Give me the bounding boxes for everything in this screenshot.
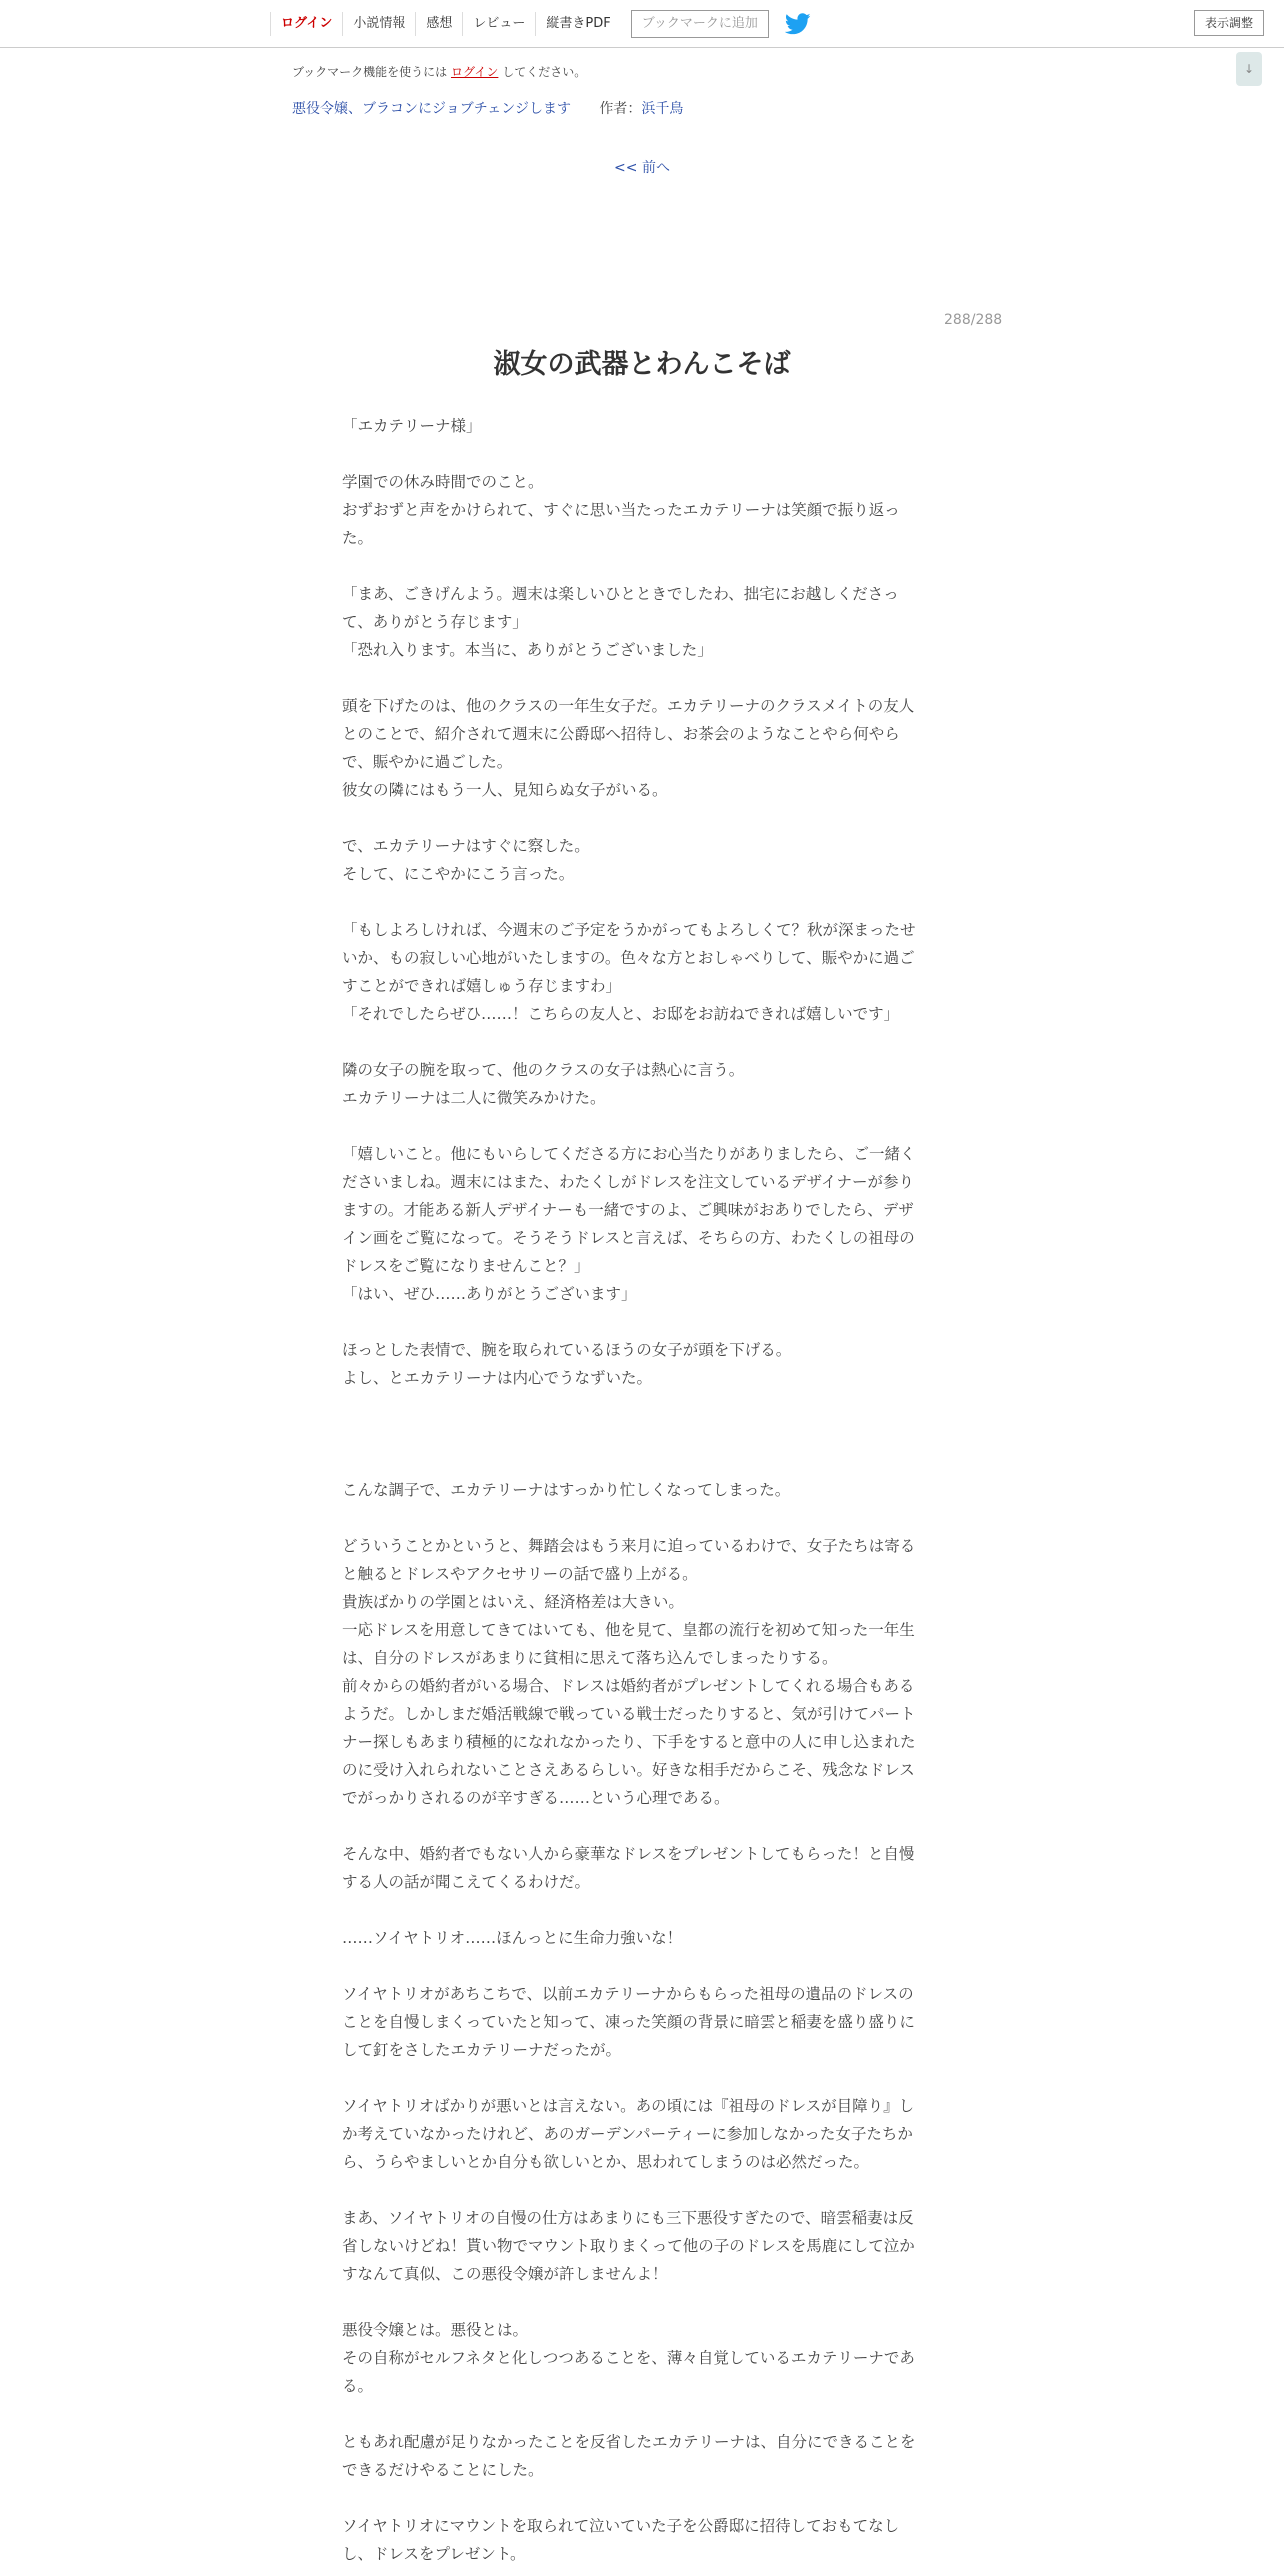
body-line: おずおずと声をかけられて、すぐに思い当たったエカテリーナは笑顔で振り返っ	[342, 501, 900, 519]
bookmark-note-after: してください。	[498, 65, 587, 79]
blank-line	[342, 2288, 942, 2316]
body-line: いか、もの寂しい心地がいたしますの。色々な方とおしゃべりして、賑やかに過ご	[342, 949, 915, 967]
body-line: ださいましね。週末にはまた、わたくしがドレスを注文しているデザイナーが参り	[342, 1173, 914, 1191]
body-line: そして、にこやかにこう言った。	[342, 865, 575, 883]
body-line: と触るとドレスやアクセサリーの話で盛り上がる。	[342, 1565, 698, 1583]
impressions-link[interactable]: 感想	[415, 12, 462, 36]
novel-title-link[interactable]: 悪役令嬢、ブラコンにジョブチェンジします	[292, 101, 571, 117]
body-line: 「はい、ぜひ……ありがとうございます」	[342, 1285, 637, 1303]
blank-line	[342, 1392, 942, 1420]
body-line: 「それでしたらぜひ……！こちらの友人と、お邸をお訪ねできれば嬉しいです」	[342, 1005, 900, 1023]
body-line: 貴族ばかりの学園とはいえ、経済格差は大きい。	[342, 1593, 684, 1611]
novel-header	[292, 98, 683, 118]
login-link[interactable]: ログイン	[270, 12, 342, 36]
body-line: 悪役令嬢とは。悪役とは。	[342, 2321, 529, 2339]
body-line: 前々からの婚約者がいる場合、ドレスは婚約者がプレゼントしてくれる場合もある	[342, 1677, 915, 1695]
author-label: 作者：	[599, 101, 642, 117]
body-line: 「もしよろしければ、今週末のご予定をうかがってもよろしくて？秋が深まったせ	[342, 921, 916, 939]
bookmark-note-before: ブックマーク機能を使うには	[292, 65, 451, 79]
prev-chapter-container	[0, 157, 1284, 177]
body-line: た。	[342, 529, 374, 547]
body-line: すことができれば嬉しゅう存じますわ」	[342, 977, 622, 995]
body-line: その自称がセルフネタと化しつつあることを、薄々自覚しているエカテリーナであ	[342, 2349, 915, 2367]
blank-line	[342, 552, 942, 580]
body-line: 省しないけどね！貰い物でマウント取りまくって他の子のドレスを馬鹿にして泣か	[342, 2237, 915, 2255]
blank-line	[342, 2064, 942, 2092]
chapter-body	[342, 412, 942, 2568]
blank-line	[342, 804, 942, 832]
body-line: ソイヤトリオばかりが悪いとは言えない。あの頃には『祖母のドレスが目障り』し	[342, 2097, 915, 2115]
novel-info-link[interactable]: 小説情報	[342, 12, 415, 36]
body-line: ナー探しもあまり積極的になれなかったり、下手をすると意中の人に申し込まれた	[342, 1733, 916, 1751]
blank-line	[342, 1812, 942, 1840]
body-line: ますの。才能ある新人デザイナーも一緒ですのよ、ご興味がおありでしたら、デザ	[342, 1201, 914, 1219]
body-line: 「エカテリーナ様」	[342, 417, 482, 435]
body-line: で、エカテリーナはすぐに察した。	[342, 837, 590, 855]
body-line: ドレスをご覧になりませんこと？」	[342, 1257, 590, 1275]
nav-menu	[270, 0, 811, 48]
add-bookmark-button[interactable]: ブックマークに追加	[631, 10, 769, 38]
body-line: よし、とエカテリーナは内心でうなずいた。	[342, 1369, 653, 1387]
bookmark-login-note	[292, 63, 586, 80]
body-line: イン画をご覧になって。そうそうドレスと言えば、そちらの方、わたくしの祖母の	[342, 1229, 915, 1247]
blank-line	[342, 888, 942, 916]
twitter-bird-glyph	[785, 13, 811, 35]
body-line: ようだ。しかしまだ婚活戦線で戦っている戦士だったりすると、気が引けてパート	[342, 1705, 916, 1723]
blank-line	[342, 1448, 942, 1476]
body-line: できるだけやることにした。	[342, 2461, 544, 2479]
body-line: る。	[342, 2377, 374, 2395]
body-line: ソイヤトリオにマウントを取られて泣いていた子を公爵邸に招待しておもてなし	[342, 2517, 900, 2535]
body-line: ともあれ配慮が足りなかったことを反省したエカテリーナは、自分にできることを	[342, 2433, 916, 2451]
body-line: すなんて真似、この悪役令嬢が許しませんよ！	[342, 2265, 668, 2283]
blank-line	[342, 2484, 942, 2512]
body-line: は、自分のドレスがあまりに貧相に思えて落ち込んでしまったりする。	[342, 1649, 838, 1667]
blank-line	[342, 1308, 942, 1336]
body-line: のに受け入れられないことさえあるらしい。好きな相手だからこそ、残念なドレス	[342, 1761, 915, 1779]
body-line: エカテリーナは二人に微笑みかけた。	[342, 1089, 606, 1107]
blank-line	[342, 2176, 942, 2204]
body-line: で、賑やかに過ごした。	[342, 753, 513, 771]
body-line: 一応ドレスを用意してきてはいても、他を見て、皇都の流行を初めて知った一年生	[342, 1621, 915, 1639]
chapter-title: 淑女の武器とわんこそば	[493, 349, 791, 380]
scroll-down-button[interactable]	[1236, 52, 1262, 86]
body-line: 学園での休み時間でのこと。	[342, 473, 544, 491]
body-line: まあ、ソイヤトリオの自慢の仕方はあまりにも三下悪役すぎたので、暗雲稲妻は反	[342, 2209, 914, 2227]
body-line: 「まあ、ごきげんよう。週末は楽しいひとときでしたわ、拙宅にお越しくださっ	[342, 585, 899, 603]
body-line: 隣の女子の腕を取って、他のクラスの女子は熱心に言う。	[342, 1061, 745, 1079]
body-line: か考えていなかったけれど、あのガーデンパーティーに参加しなかった女子たちか	[342, 2125, 913, 2143]
body-line: する人の話が聞こえてくるわけだ。	[342, 1873, 591, 1891]
body-line: でがっかりされるのが辛すぎる……という心理である。	[342, 1789, 730, 1807]
prev-chapter-link[interactable]: << 前へ	[614, 160, 670, 176]
body-line: ……ソイヤトリオ……ほんっとに生命力強いな！	[342, 1929, 683, 1947]
blank-line	[342, 1504, 942, 1532]
bookmark-note-login-link[interactable]: ログイン	[450, 65, 499, 79]
body-line: こんな調子で、エカテリーナはすっかり忙しくなってしまった。	[342, 1481, 791, 1499]
blank-line	[342, 1896, 942, 1924]
body-line: 頭を下げたのは、他のクラスの一年生女子だ。エカテリーナのクラスメイトの友人	[342, 697, 915, 715]
page-counter: 288/288	[944, 312, 1003, 328]
blank-line	[342, 440, 942, 468]
body-line: 彼女の隣にはもう一人、見知らぬ女子がいる。	[342, 781, 668, 799]
body-line: そんな中、婚約者でもない人から豪華なドレスをプレゼントしてもらった！と自慢	[342, 1845, 915, 1863]
blank-line	[342, 2400, 942, 2428]
vertical-pdf-link[interactable]: 縦書きPDF	[535, 12, 620, 36]
body-line: ソイヤトリオがあちこちで、以前エカテリーナからもらった祖母の遺品のドレスの	[342, 1985, 914, 2003]
blank-line	[342, 1420, 942, 1448]
blank-line	[342, 664, 942, 692]
body-line: し、ドレスをプレゼント。	[342, 2545, 526, 2563]
display-settings-button[interactable]: 表示調整	[1194, 10, 1264, 36]
body-line: どういうことかというと、舞踏会はもう来月に迫っているわけで、女子たちは寄る	[342, 1537, 916, 1555]
body-line: 「恐れ入ります。本当に、ありがとうございました」	[342, 641, 713, 659]
twitter-icon[interactable]	[785, 13, 811, 35]
blank-line	[342, 1028, 942, 1056]
body-line: して釘をさしたエカテリーナだったが。	[342, 2041, 622, 2059]
blank-line	[342, 1112, 942, 1140]
body-line: ら、うらやましいとか自分も欲しいとか、思われてしまうのは必然だった。	[342, 2153, 870, 2171]
arrow-down-icon: ↓	[1243, 62, 1255, 76]
review-link[interactable]: レビュー	[462, 12, 535, 36]
body-line: て、ありがとう存じます」	[342, 613, 528, 631]
author-link[interactable]: 浜千鳥	[641, 101, 684, 117]
blank-line	[342, 1952, 942, 1980]
body-line: ほっとした表情で、腕を取られているほうの女子が頭を下げる。	[342, 1341, 792, 1359]
body-line: 「嬉しいこと。他にもいらしてくださる方にお心当たりがありましたら、ご一緒く	[342, 1145, 916, 1163]
top-navigation-bar	[0, 0, 1284, 48]
body-line: ことを自慢しまくっていたと知って、凍った笑顔の背景に暗雲と稲妻を盛り盛りに	[342, 2013, 915, 2031]
body-line: とのことで、紹介されて週末に公爵邸へ招待し、お茶会のようなことやら何やら	[342, 725, 900, 743]
